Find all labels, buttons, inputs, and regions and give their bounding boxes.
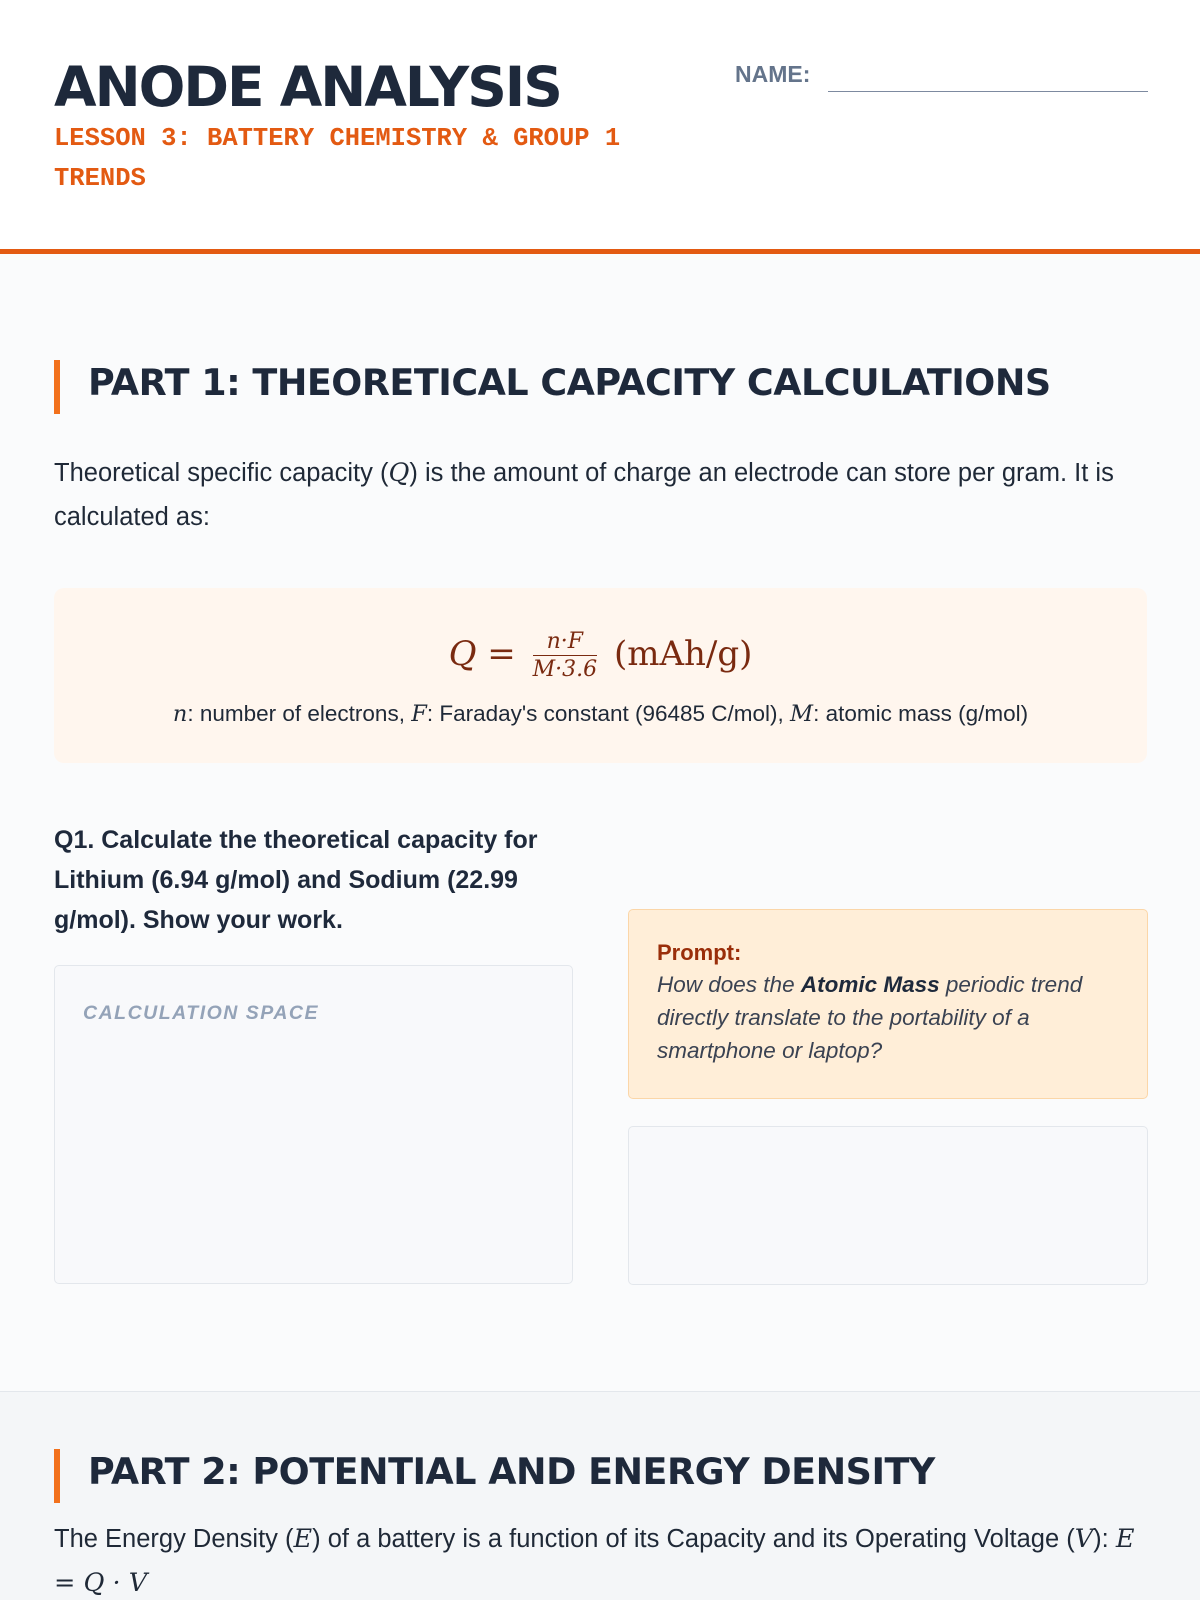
section-accent-bar [54,360,60,414]
prompt-text [657,968,1119,1067]
intro-symbol: Q [388,458,410,488]
legend-f-text: : Faraday's constant (96485 C/mol), [426,701,791,726]
section-accent-bar [54,1449,60,1503]
prompt-answer-space[interactable] [628,1126,1148,1285]
legend-m-symbol: M [790,701,814,727]
part2-text-middle: ) of a battery is a function of its Capacity and its Operating Voltage ( [312,1525,1075,1553]
formula-fraction [533,629,598,684]
formula-legend [54,698,1147,730]
legend-n-text: : number of electrons, [187,701,412,726]
prompt-text-end: periodic trend directly translate to the portability of a smartphone or laptop? [657,972,1083,1063]
legend-f-symbol: F [411,701,427,727]
formula-equals: = [487,634,516,674]
legend-m-text: : atomic mass (g/mol) [813,701,1029,726]
voltage-symbol: V [1074,1524,1094,1554]
prompt-text-start: How does the [657,972,801,997]
capacity-formula [54,624,1147,684]
part2-intro [54,1517,1154,1605]
prompt-box [628,909,1148,1099]
part2-text-end: ): [1093,1525,1116,1553]
part2-text: The Energy Density ( [54,1525,294,1553]
formula-lhs: Q [448,634,477,674]
formula-box [54,588,1147,763]
name-label: NAME: [735,61,811,87]
formula-unit: (mAh/g) [613,634,753,674]
prompt-emphasis: Atomic Mass [800,972,940,997]
calculation-space-label: CALCULATION SPACE [83,1002,320,1024]
worksheet-title: ANODE ANALYSIS [54,55,561,119]
intro-text: Theoretical specific capacity ( [54,459,389,487]
worksheet-header [0,0,1200,254]
intro-text-rest: ) is the amount of charge an electrode can store per gram. It is calculated as: [54,459,1114,531]
part2-section [0,1391,1200,1600]
formula-numerator: n·F [533,629,598,656]
part1-title: PART 1: THEORETICAL CAPACITY CALCULATIONS [88,361,1051,404]
lesson-subtitle: LESSON 3: BATTERY CHEMISTRY & GROUP 1 TRENDS [54,124,621,193]
formula-denominator: M·3.6 [532,656,598,682]
energy-equation: E = Q · V [54,1524,1135,1598]
name-field-line[interactable] [828,91,1148,92]
energy-symbol: E [293,1524,313,1554]
part1-intro [54,451,1154,539]
calculation-space[interactable] [54,965,573,1284]
legend-n-symbol: n [172,701,188,727]
part2-title: PART 2: POTENTIAL AND ENERGY DENSITY [88,1450,935,1493]
question-1: Q1. Calculate the theoretical capacity for Lithium (6.94 g/mol) and Sodium (22.99 g/mol). Show your work. [54,826,538,934]
prompt-label: Prompt: [657,940,742,965]
part1-section [0,254,1200,1391]
